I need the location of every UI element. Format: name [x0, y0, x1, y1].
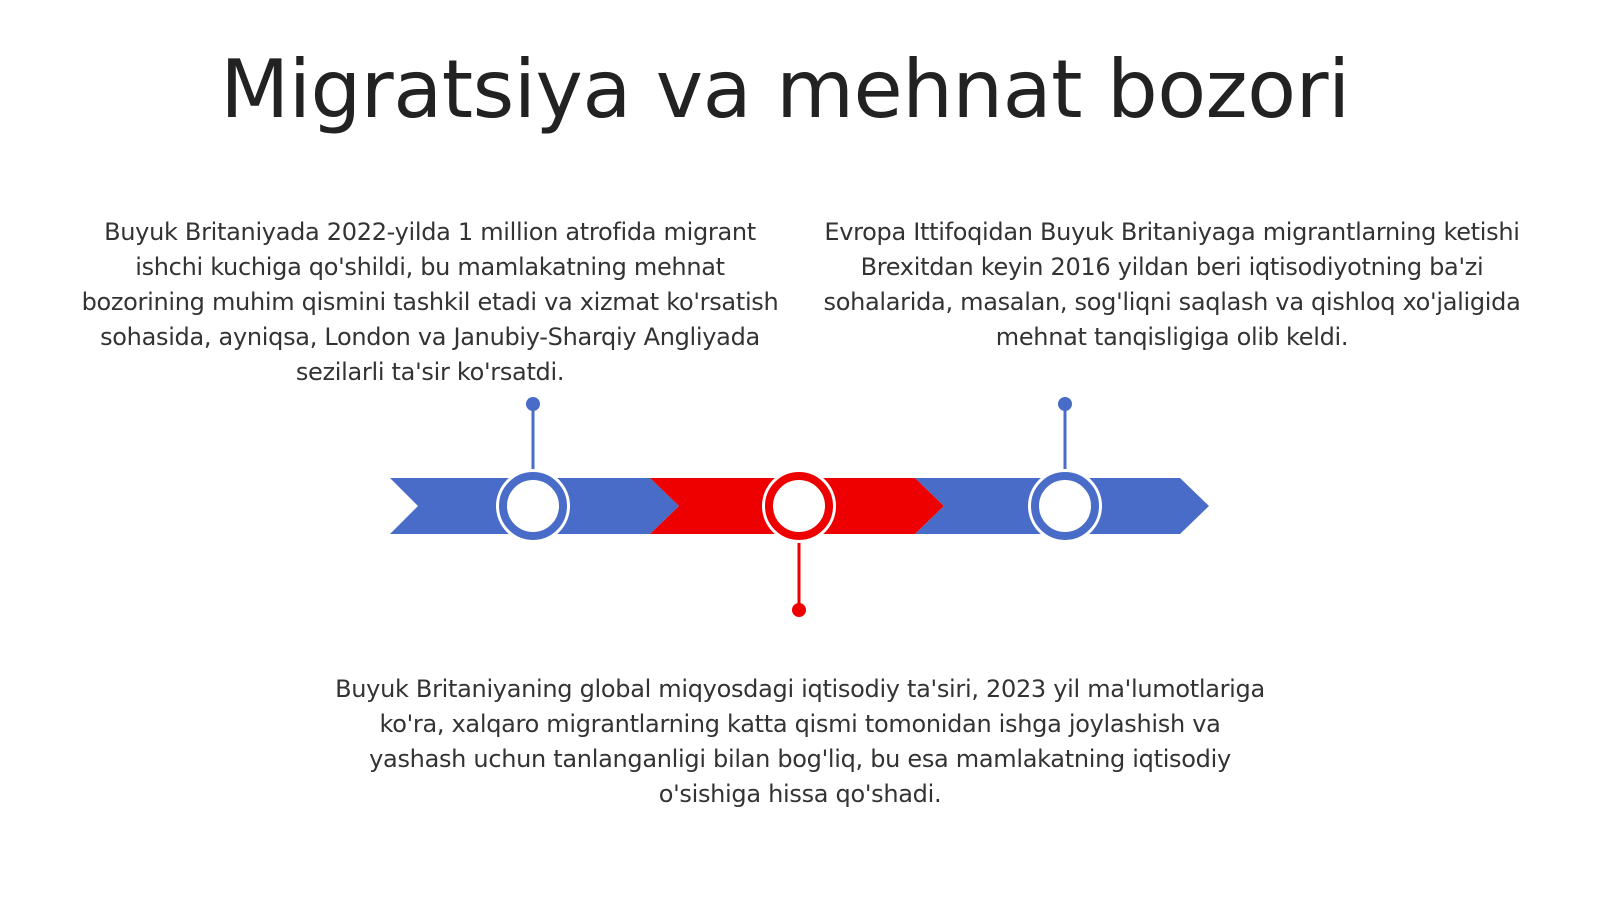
milestone-ring-left	[503, 476, 563, 536]
milestone-ring-right	[1035, 476, 1095, 536]
milestone-pin-right	[1058, 397, 1072, 411]
milestone-pin-bottom	[792, 603, 806, 617]
milestone-ring-bottom	[769, 476, 829, 536]
slide-title: Migratsiya va mehnat bozori	[220, 43, 1350, 136]
milestone-text-bottom: Buyuk Britaniyaning global miqyosdagi iqtisodiy ta'siri, 2023 yil ma'lumotlariga ko'ra, xalqaro migrantlarning katta qismi tomonidan ishga joylashish va yashash uchun tanlanganligi bilan bog'liq, bu esa mamlakatning iqtisodiy o'sishiga hissa qo'shadi.	[335, 675, 1265, 808]
milestone-text-right: Evropa Ittifoqidan Buyuk Britaniyaga migrantlarning ketishi Brexitdan keyin 2016 yildan beri iqtisodiyotning ba'zi sohalarida, masalan, sog'liqni saqlash va qishloq xo'jaligida mehnat tanqisligiga olib keldi.	[823, 218, 1521, 351]
milestone-pin-left	[526, 397, 540, 411]
milestone-text-left: Buyuk Britaniyada 2022-yilda 1 million atrofida migrant ishchi kuchiga qo'shildi, bu mamlakatning mehnat bozorining muhim qismini tashkil etadi va xizmat ko'rsatish sohasida, ayniqsa, London va Janubiy-Sharqiy Angliyada sezilarli ta'sir ko'rsatdi.	[81, 218, 779, 386]
